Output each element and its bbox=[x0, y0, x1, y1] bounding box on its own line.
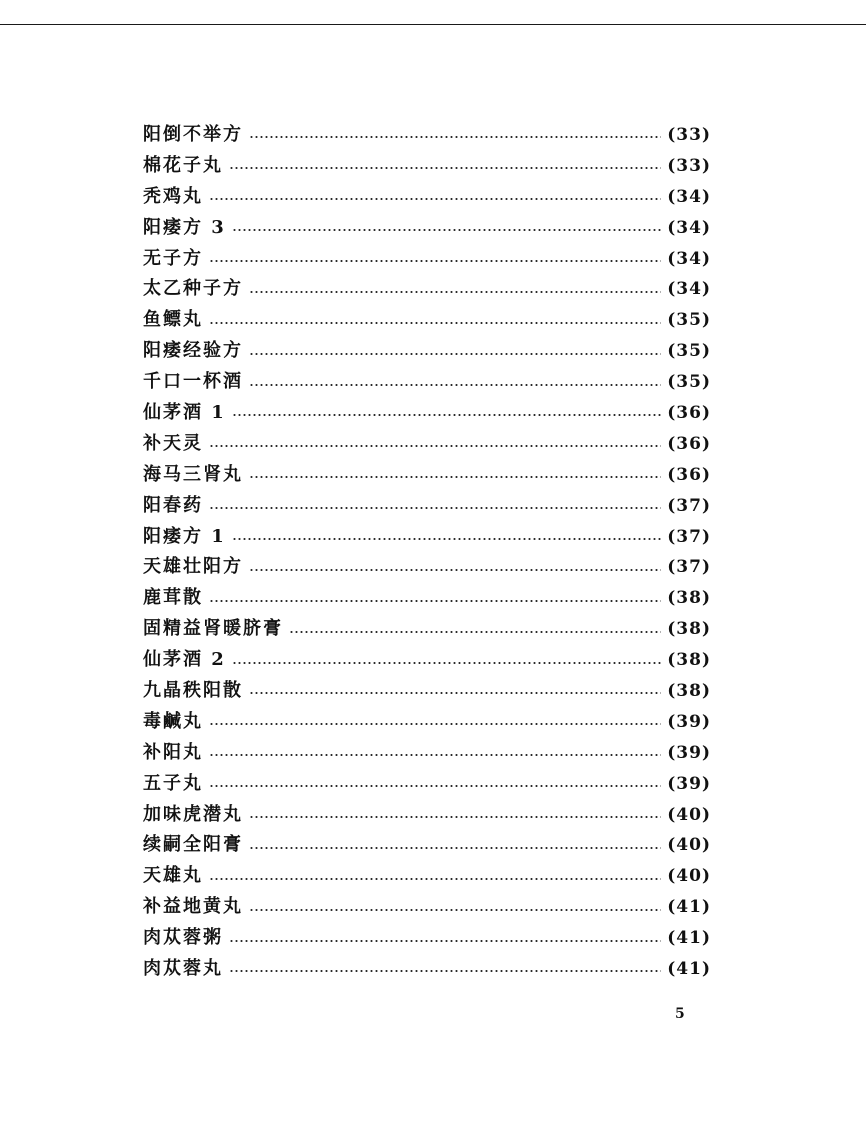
dot-leader bbox=[209, 878, 661, 880]
toc-entry-page: (41) bbox=[667, 897, 711, 918]
dot-leader bbox=[249, 291, 661, 293]
toc-entry-page: (40) bbox=[667, 866, 711, 887]
dot-leader bbox=[209, 198, 661, 200]
toc-entry bbox=[143, 182, 711, 213]
toc-entry bbox=[143, 769, 711, 800]
toc-entry-page: (38) bbox=[667, 588, 711, 609]
toc-entry-title: 秃鸡丸 bbox=[143, 185, 203, 207]
toc-entry bbox=[143, 274, 711, 305]
toc-entry-title: 天雄壮阳方 bbox=[143, 556, 243, 578]
toc-entry bbox=[143, 861, 711, 892]
toc-entry bbox=[143, 398, 711, 429]
toc-entry bbox=[143, 645, 711, 676]
toc-entry-page: (35) bbox=[667, 341, 711, 362]
dot-leader bbox=[289, 631, 661, 633]
toc-entry bbox=[143, 738, 711, 769]
toc-entry bbox=[143, 213, 711, 244]
dot-leader bbox=[232, 229, 661, 231]
toc-entry-title: 九晶秩阳散 bbox=[143, 680, 243, 702]
toc-entry-title: 五子丸 bbox=[143, 772, 203, 794]
toc-entry-page: (41) bbox=[667, 959, 711, 980]
dot-leader bbox=[209, 785, 661, 787]
dot-leader bbox=[209, 322, 661, 324]
page-number: 5 bbox=[675, 1006, 685, 1022]
dot-leader bbox=[229, 970, 661, 972]
toc-entry-page: (34) bbox=[667, 248, 711, 269]
toc-entry-page: (33) bbox=[667, 125, 711, 145]
dot-leader bbox=[209, 445, 661, 447]
dot-leader bbox=[249, 816, 661, 818]
toc-entry bbox=[143, 614, 711, 645]
dot-leader bbox=[209, 507, 661, 509]
toc-entry-title: 补益地黄丸 bbox=[143, 896, 243, 918]
toc-entry bbox=[143, 305, 711, 336]
toc-entry-title: 海马三肾丸 bbox=[143, 463, 243, 485]
toc-entry-page: (37) bbox=[667, 526, 711, 547]
toc-entry-page: (36) bbox=[667, 464, 711, 485]
toc-entry-page: (34) bbox=[667, 279, 711, 300]
toc-entry-title: 肉苁蓉粥 bbox=[143, 927, 223, 949]
toc-entry bbox=[143, 460, 711, 491]
toc-entry-page: (36) bbox=[667, 433, 711, 454]
dot-leader bbox=[209, 754, 661, 756]
toc-entry-page: (35) bbox=[667, 310, 711, 331]
toc-entry bbox=[143, 583, 711, 614]
toc-entry bbox=[143, 892, 711, 923]
dot-leader bbox=[229, 940, 661, 942]
toc-entry bbox=[143, 367, 711, 398]
dot-leader bbox=[249, 136, 661, 138]
toc-entry bbox=[143, 336, 711, 367]
toc-entry-page: (39) bbox=[667, 742, 711, 763]
toc-entry-title: 补天灵 bbox=[143, 432, 203, 454]
toc-entry-page: (39) bbox=[667, 773, 711, 794]
dot-leader bbox=[249, 569, 661, 571]
toc-entry bbox=[143, 800, 711, 831]
toc-entry-title: 续嗣全阳膏 bbox=[143, 834, 243, 856]
toc-entry-page: (35) bbox=[667, 372, 711, 393]
toc-entry-page: (34) bbox=[667, 217, 711, 238]
dot-leader bbox=[229, 167, 661, 169]
toc-entry-page: (40) bbox=[667, 804, 711, 825]
toc-entry bbox=[143, 120, 711, 151]
toc-entry-title: 鹿茸散 bbox=[143, 587, 203, 609]
toc-entry-page: (37) bbox=[667, 495, 711, 516]
toc-entry-title: 天雄丸 bbox=[143, 865, 203, 887]
toc-entry bbox=[143, 244, 711, 275]
toc-entry-page: (39) bbox=[667, 711, 711, 732]
toc-entry-title: 肉苁蓉丸 bbox=[143, 958, 223, 980]
toc-entry-title: 无子方 bbox=[143, 247, 203, 269]
toc-entry-page: (38) bbox=[667, 619, 711, 640]
toc-entry bbox=[143, 830, 711, 861]
toc-entry-title: 阳痿经验方 bbox=[143, 340, 243, 362]
dot-leader bbox=[232, 538, 661, 540]
toc-entry bbox=[143, 429, 711, 460]
toc-entry bbox=[143, 707, 711, 738]
dot-leader bbox=[249, 847, 661, 849]
table-of-contents bbox=[143, 120, 711, 985]
toc-entry-title: 毒鹹丸 bbox=[143, 710, 203, 732]
toc-entry-page: (34) bbox=[667, 186, 711, 207]
toc-entry bbox=[143, 491, 711, 522]
toc-entry-title: 棉花子丸 bbox=[143, 154, 223, 176]
toc-entry-page: (41) bbox=[667, 928, 711, 949]
toc-entry-title: 固精益肾暖脐膏 bbox=[143, 618, 283, 640]
toc-entry-title: 阳痿方 3 bbox=[143, 216, 226, 238]
top-rule bbox=[0, 24, 866, 25]
dot-leader bbox=[249, 384, 661, 386]
toc-entry-title: 阳倒不举方 bbox=[143, 124, 243, 145]
toc-entry-title: 鱼鳔丸 bbox=[143, 309, 203, 331]
dot-leader bbox=[232, 414, 661, 416]
toc-entry-page: (36) bbox=[667, 403, 711, 424]
toc-entry-page: (37) bbox=[667, 557, 711, 578]
dot-leader bbox=[249, 476, 661, 478]
toc-entry bbox=[143, 923, 711, 954]
toc-entry-page: (38) bbox=[667, 681, 711, 702]
toc-entry-title: 阳春药 bbox=[143, 494, 203, 516]
toc-entry-page: (33) bbox=[667, 155, 711, 176]
toc-entry bbox=[143, 552, 711, 583]
toc-entry-title: 补阳丸 bbox=[143, 741, 203, 763]
dot-leader bbox=[249, 692, 661, 694]
toc-entry bbox=[143, 676, 711, 707]
dot-leader bbox=[209, 723, 661, 725]
toc-entry bbox=[143, 151, 711, 182]
toc-entry bbox=[143, 954, 711, 985]
toc-entry-title: 仙茅酒 1 bbox=[143, 402, 226, 424]
toc-entry-page: (38) bbox=[667, 650, 711, 671]
toc-entry-title: 阳痿方 1 bbox=[143, 525, 226, 547]
toc-entry bbox=[143, 522, 711, 553]
dot-leader bbox=[209, 260, 661, 262]
dot-leader bbox=[232, 662, 661, 664]
toc-entry-title: 加味虎潜丸 bbox=[143, 803, 243, 825]
toc-entry-title: 千口一杯酒 bbox=[143, 371, 243, 393]
dot-leader bbox=[249, 353, 661, 355]
dot-leader bbox=[209, 600, 661, 602]
toc-entry-title: 仙茅酒 2 bbox=[143, 649, 226, 671]
toc-entry-title: 太乙种子方 bbox=[143, 278, 243, 300]
toc-entry-page: (40) bbox=[667, 835, 711, 856]
dot-leader bbox=[249, 909, 661, 911]
